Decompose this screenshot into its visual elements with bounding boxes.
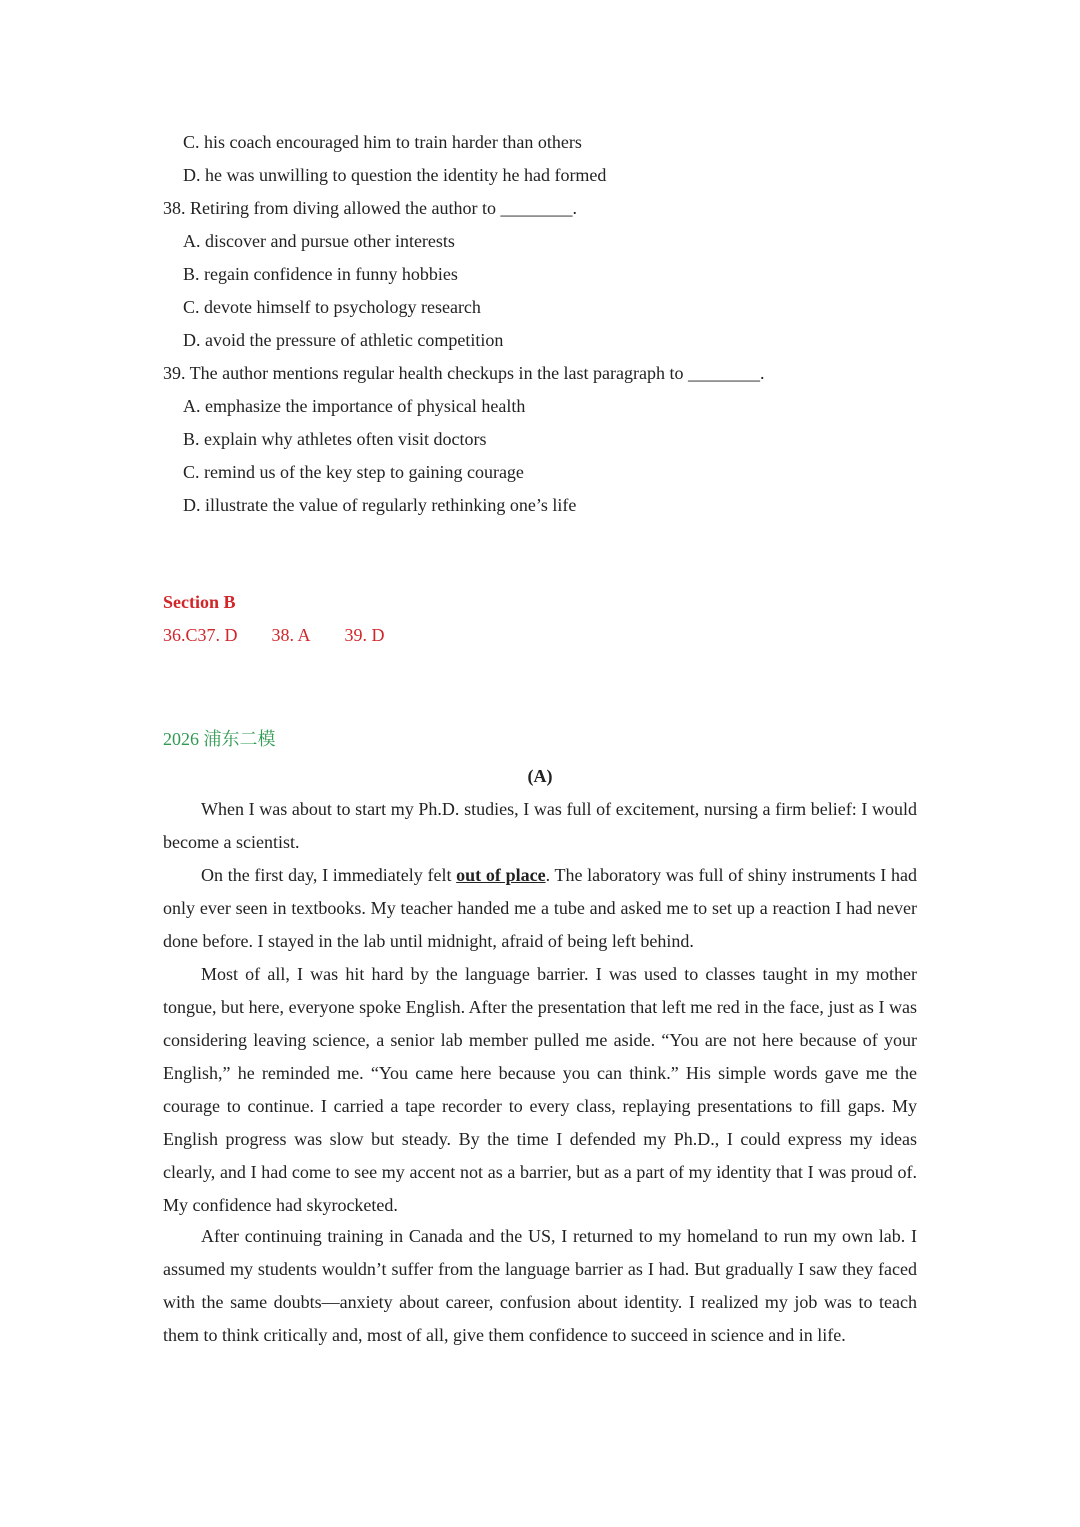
q38-option-d: D. avoid the pressure of athletic competition: [183, 330, 504, 350]
underlined-phrase: out of place: [456, 865, 546, 885]
q38-option-b: B. regain confidence in funny hobbies: [183, 264, 458, 284]
q37-option-d: D. he was unwilling to question the identity he had formed: [183, 165, 607, 185]
answers-section-title: Section B: [163, 592, 236, 612]
passage-paragraph-2: [163, 859, 917, 958]
q39-option-a: A. emphasize the importance of physical health: [183, 396, 526, 416]
q39-stem: 39. The author mentions regular health checkups in the last paragraph to ________.: [163, 363, 765, 383]
passage-heading: (A): [527, 766, 553, 786]
q38-option-c: C. devote himself to psychology research: [183, 297, 481, 317]
q38-option-a: A. discover and pursue other interests: [183, 231, 455, 251]
q37-option-c: C. his coach encouraged him to train harder than others: [183, 132, 582, 152]
passage-paragraph-1: When I was about to start my Ph.D. studies, I was full of excitement, nursing a firm belief: I would become a scientist.: [163, 799, 917, 852]
paragraph-2-rest: . The laboratory was full of shiny instruments I had only ever seen in textbooks. My teacher handed me a tube and asked me to set up a reaction I had never done before. I stayed in the lab until midnight, afraid of being left behind.: [163, 865, 917, 951]
answer-36-37: 36.C37. D: [163, 625, 238, 645]
passage-paragraph-4: After continuing training in Canada and the US, I returned to my homeland to run my own lab. I assumed my students wouldn’t suffer from the language barrier as I had. But gradually I saw they faced with the same doubts—anxiety about career, confusion about identity. I realized my job was to teach them to think critically and, most of all, give them confidence to succeed in science and in life.: [163, 1226, 917, 1345]
q39-option-c: C. remind us of the key step to gaining courage: [183, 462, 524, 482]
passage-source: 2026 浦东二模: [163, 729, 276, 749]
q39-option-d: D. illustrate the value of regularly rethinking one’s life: [183, 495, 577, 515]
answer-39: 39. D: [344, 625, 385, 645]
q38-stem: 38. Retiring from diving allowed the author to ________.: [163, 198, 577, 218]
passage-paragraph-3: Most of all, I was hit hard by the language barrier. I was used to classes taught in my mother tongue, but here, everyone spoke English. After the presentation that left me red in the face, just as I was considering leaving science, a senior lab member pulled me aside. “You are not here because of your English,” he reminded me. “You came here because you can think.” His simple words gave me the courage to continue. I carried a tape recorder to every class, replaying presentations to fill gaps. My English progress was slow but steady. By the time I defended my Ph.D., I could express my ideas clearly, and I had come to see my accent not as a barrier, but as a part of my identity that I was proud of. My confidence had skyrocketed.: [163, 964, 917, 1215]
answer-key: [163, 619, 385, 652]
answer-38: 38. A: [271, 625, 311, 645]
q39-option-b: B. explain why athletes often visit doctors: [183, 429, 487, 449]
paragraph-2-start: On the first day, I immediately felt: [201, 865, 457, 885]
